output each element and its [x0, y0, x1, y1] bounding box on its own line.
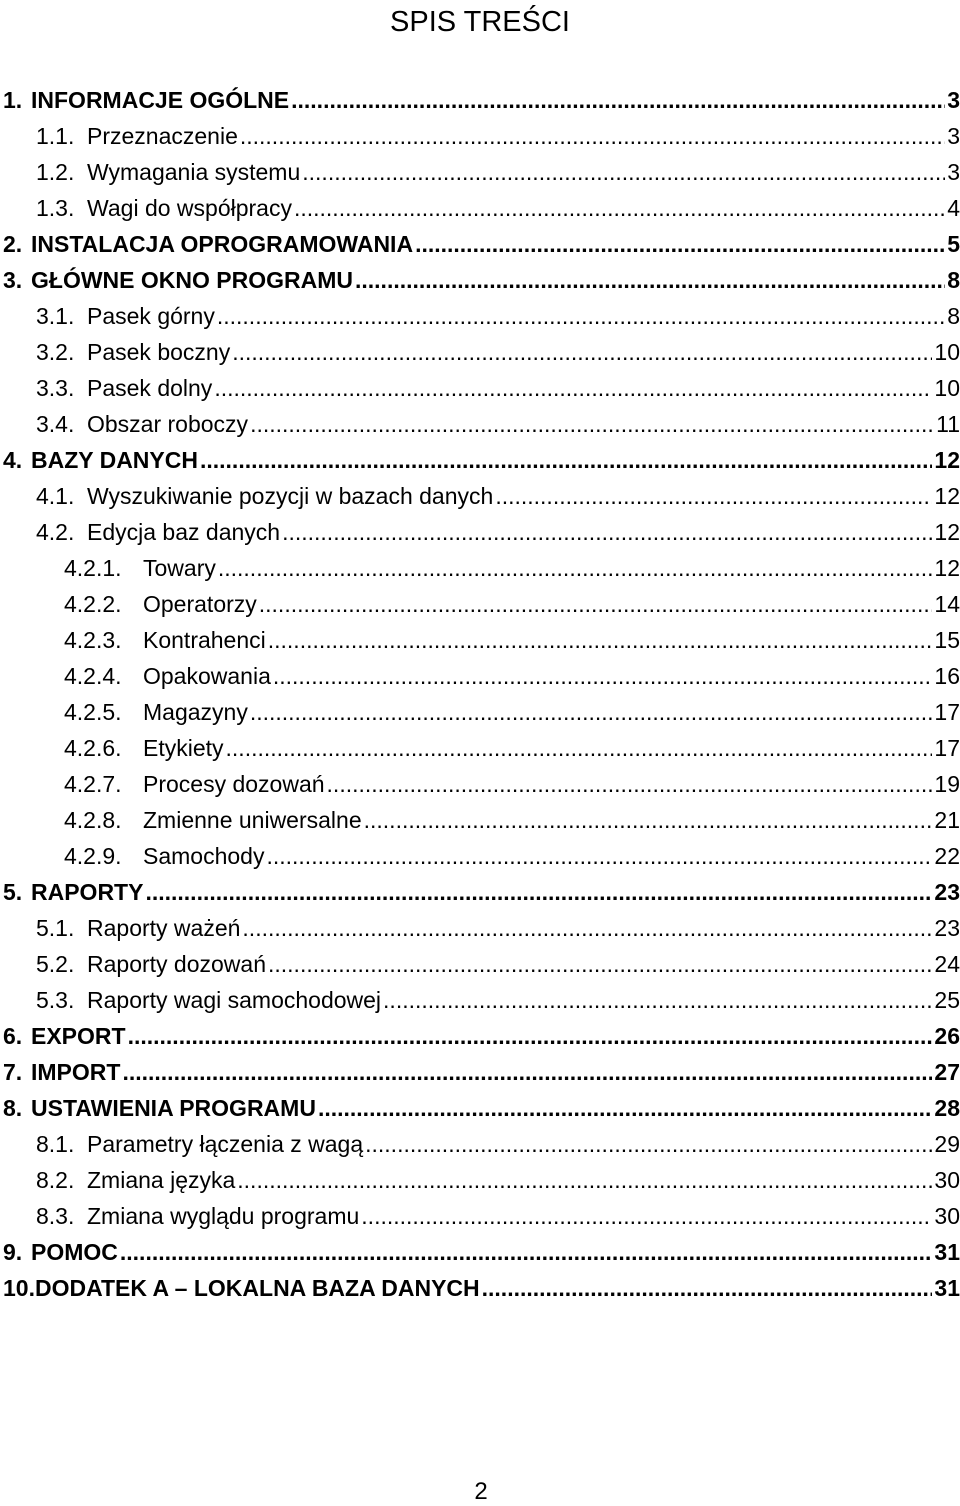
toc-entry-title: Zmiana wyglądu programu	[87, 1203, 360, 1229]
toc-entry[interactable]	[0, 190, 960, 226]
toc-entry-title: Pasek dolny	[87, 375, 213, 401]
toc-entry-number: 5.1.	[36, 915, 75, 941]
toc-entry-number: 3.1.	[36, 303, 75, 329]
toc-entry-title: Obszar roboczy	[87, 411, 249, 437]
toc-entry-number: 5.3.	[36, 987, 75, 1013]
toc-entry-title: Przeznaczenie	[87, 123, 238, 149]
toc-entry-number: 4.	[3, 447, 23, 473]
toc-dot-leader	[237, 1162, 932, 1198]
toc-entry-title: EXPORT	[31, 1023, 126, 1049]
toc-entry-title: GŁÓWNE OKNO PROGRAMU	[31, 267, 353, 293]
toc-dot-leader	[218, 550, 933, 586]
toc-dot-leader	[415, 226, 945, 262]
toc-entry-number: 1.1.	[36, 123, 75, 149]
toc-dot-leader	[268, 622, 933, 658]
toc-entry-page: 21	[934, 807, 960, 833]
toc-dot-leader	[302, 154, 945, 190]
toc-entry[interactable]	[0, 838, 960, 874]
toc-entry[interactable]	[0, 1162, 960, 1198]
toc-entry-number: 4.1.	[36, 483, 75, 509]
toc-entry-title: Samochody	[143, 843, 265, 869]
toc-entry-title: INFORMACJE OGÓLNE	[31, 87, 290, 113]
toc-entry-number: 7.	[3, 1059, 23, 1085]
toc-entry-page: 24	[934, 951, 960, 977]
toc-entry-page: 3	[947, 123, 960, 149]
toc-entry[interactable]	[0, 154, 960, 190]
toc-dot-leader	[282, 514, 932, 550]
toc-dot-leader	[217, 298, 945, 334]
toc-entry-page: 23	[934, 915, 960, 941]
toc-dot-leader	[242, 910, 932, 946]
page-number: 2	[474, 1478, 488, 1505]
toc-entry-number: 10.	[3, 1275, 35, 1301]
toc-entry-number: 4.2.2.	[64, 591, 122, 617]
toc-entry[interactable]	[0, 874, 960, 910]
toc-entry-page: 22	[934, 843, 960, 869]
toc-entry-page: 12	[934, 483, 960, 509]
toc-dot-leader	[268, 946, 932, 982]
toc-entry-title: Opakowania	[143, 663, 271, 689]
toc-entry[interactable]	[0, 118, 960, 154]
toc-entry[interactable]	[0, 1018, 960, 1054]
toc-entry-page: 12	[934, 555, 960, 581]
toc-entry-number: 4.2.6.	[64, 735, 122, 761]
toc-entry-title: Procesy dozowań	[143, 771, 325, 797]
toc-dot-leader	[482, 1270, 933, 1306]
page-title: SPIS TREŚCI	[390, 6, 570, 38]
toc-dot-leader	[145, 874, 932, 910]
toc-entry-number: 1.	[3, 87, 23, 113]
toc-entry-title: Etykiety	[143, 735, 224, 761]
toc-entry-title: Wyszukiwanie pozycji w bazach danych	[87, 483, 494, 509]
toc-entry-page: 26	[934, 1023, 960, 1049]
toc-entry[interactable]	[0, 550, 960, 586]
toc-entry-number: 8.1.	[36, 1131, 75, 1157]
toc-entry[interactable]	[0, 730, 960, 766]
toc-dot-leader	[250, 694, 933, 730]
toc-dot-leader	[259, 586, 933, 622]
toc-dot-leader	[355, 262, 945, 298]
toc-entry-page: 3	[947, 87, 960, 113]
toc-entry-number: 5.	[3, 879, 23, 905]
toc-entry[interactable]	[0, 1198, 960, 1234]
toc-entry-title: IMPORT	[31, 1059, 121, 1085]
toc-entry-title: DODATEK A – LOKALNA BAZA DANYCH	[34, 1275, 480, 1301]
toc-entry[interactable]	[0, 1054, 960, 1090]
toc-entry-page: 30	[934, 1203, 960, 1229]
toc-entry[interactable]	[0, 406, 960, 442]
toc-entry[interactable]	[0, 262, 960, 298]
toc-dot-leader	[266, 838, 932, 874]
toc-entry[interactable]	[0, 334, 960, 370]
toc-entry-page: 11	[936, 411, 960, 437]
toc-entry-number: 4.2.9.	[64, 843, 122, 869]
toc-entry-title: INSTALACJA OPROGRAMOWANIA	[31, 231, 414, 257]
toc-entry-number: 3.4.	[36, 411, 75, 437]
toc-entry-number: 4.2.8.	[64, 807, 122, 833]
toc-entry-page: 31	[934, 1275, 960, 1301]
toc-dot-leader	[361, 1198, 932, 1234]
toc-entry[interactable]	[0, 1090, 960, 1126]
toc-entry[interactable]	[0, 658, 960, 694]
toc-entry[interactable]	[0, 982, 960, 1018]
toc-entry-page: 4	[947, 195, 960, 221]
toc-entry-number: 1.2.	[36, 159, 75, 185]
toc-dot-leader	[128, 1018, 933, 1054]
toc-entry-page: 17	[934, 735, 960, 761]
toc-entry-page: 19	[934, 771, 960, 797]
toc-entry-page: 17	[934, 699, 960, 725]
toc-entry[interactable]	[0, 442, 960, 478]
toc-entry[interactable]	[0, 478, 960, 514]
toc-entry-title: Pasek boczny	[87, 339, 231, 365]
toc-dot-leader	[122, 1054, 932, 1090]
toc-entry[interactable]	[0, 370, 960, 406]
toc-entry-page: 28	[934, 1095, 960, 1121]
toc-dot-leader	[250, 406, 934, 442]
toc-entry[interactable]	[0, 1234, 960, 1270]
toc-entry-number: 4.2.	[36, 519, 75, 545]
toc-entry-number: 9.	[3, 1239, 23, 1265]
toc-entry[interactable]	[0, 802, 960, 838]
toc-dot-leader	[364, 802, 933, 838]
toc-entry[interactable]	[0, 82, 960, 118]
toc-entry-number: 2.	[3, 231, 23, 257]
toc-dot-leader	[226, 730, 933, 766]
toc-entry-page: 23	[934, 879, 960, 905]
toc-entry[interactable]	[0, 946, 960, 982]
table-of-contents	[0, 82, 960, 1306]
toc-entry-number: 4.2.1.	[64, 555, 122, 581]
toc-entry-page: 3	[947, 159, 960, 185]
toc-dot-leader	[318, 1090, 932, 1126]
toc-entry[interactable]	[0, 226, 960, 262]
toc-dot-leader	[232, 334, 932, 370]
toc-entry-page: 16	[934, 663, 960, 689]
toc-entry[interactable]	[0, 1126, 960, 1162]
toc-entry[interactable]	[0, 514, 960, 550]
toc-entry[interactable]	[0, 1270, 960, 1306]
toc-entry-number: 3.2.	[36, 339, 75, 365]
toc-entry[interactable]	[0, 298, 960, 334]
toc-entry-page: 30	[934, 1167, 960, 1193]
toc-entry-page: 14	[934, 591, 960, 617]
toc-dot-leader	[214, 370, 932, 406]
toc-entry[interactable]	[0, 622, 960, 658]
toc-entry-title: POMOC	[31, 1239, 118, 1265]
toc-dot-leader	[200, 442, 932, 478]
toc-entry-number: 4.2.4.	[64, 663, 122, 689]
toc-entry-page: 25	[934, 987, 960, 1013]
toc-entry-page: 15	[934, 627, 960, 653]
toc-entry-page: 12	[934, 519, 960, 545]
toc-entry[interactable]	[0, 910, 960, 946]
toc-entry[interactable]	[0, 766, 960, 802]
toc-entry[interactable]	[0, 694, 960, 730]
toc-entry-title: Magazyny	[143, 699, 248, 725]
toc-entry-title: Raporty ważeń	[87, 915, 241, 941]
toc-dot-leader	[294, 190, 945, 226]
toc-entry-page: 29	[934, 1131, 960, 1157]
toc-entry-number: 4.2.3.	[64, 627, 122, 653]
toc-dot-leader	[120, 1234, 933, 1270]
toc-dot-leader	[273, 658, 933, 694]
toc-entry[interactable]	[0, 586, 960, 622]
toc-entry-title: Wagi do współpracy	[87, 195, 292, 221]
toc-entry-page: 31	[934, 1239, 960, 1265]
toc-entry-page: 10	[934, 375, 960, 401]
toc-entry-page: 8	[947, 303, 960, 329]
toc-dot-leader	[495, 478, 932, 514]
toc-dot-leader	[291, 82, 945, 118]
toc-entry-number: 6.	[3, 1023, 23, 1049]
toc-entry-page: 10	[934, 339, 960, 365]
toc-entry-page: 5	[947, 231, 960, 257]
toc-entry-title: Raporty dozowań	[87, 951, 266, 977]
toc-entry-title: Zmienne uniwersalne	[143, 807, 362, 833]
toc-dot-leader	[365, 1126, 932, 1162]
toc-entry-number: 5.2.	[36, 951, 75, 977]
toc-entry-title: Kontrahenci	[143, 627, 266, 653]
toc-entry-page: 12	[934, 447, 960, 473]
toc-entry-title: Parametry łączenia z wagą	[87, 1131, 364, 1157]
toc-entry-number: 3.3.	[36, 375, 75, 401]
toc-entry-title: Raporty wagi samochodowej	[87, 987, 382, 1013]
toc-entry-page: 27	[934, 1059, 960, 1085]
toc-dot-leader	[383, 982, 932, 1018]
toc-entry-title: Wymagania systemu	[87, 159, 301, 185]
toc-dot-leader	[240, 118, 945, 154]
toc-entry-title: RAPORTY	[31, 879, 144, 905]
toc-entry-title: Operatorzy	[143, 591, 257, 617]
toc-entry-title: Edycja baz danych	[87, 519, 281, 545]
toc-entry-number: 8.	[3, 1095, 23, 1121]
toc-entry-number: 4.2.7.	[64, 771, 122, 797]
toc-entry-title: Zmiana języka	[87, 1167, 236, 1193]
toc-entry-title: BAZY DANYCH	[31, 447, 198, 473]
toc-entry-number: 1.3.	[36, 195, 75, 221]
toc-entry-number: 3.	[3, 267, 23, 293]
toc-entry-number: 8.2.	[36, 1167, 75, 1193]
toc-entry-title: Towary	[143, 555, 216, 581]
toc-entry-number: 4.2.5.	[64, 699, 122, 725]
toc-dot-leader	[327, 766, 933, 802]
toc-entry-title: Pasek górny	[87, 303, 215, 329]
toc-entry-number: 8.3.	[36, 1203, 75, 1229]
toc-entry-title: USTAWIENIA PROGRAMU	[31, 1095, 316, 1121]
toc-entry-page: 8	[947, 267, 960, 293]
